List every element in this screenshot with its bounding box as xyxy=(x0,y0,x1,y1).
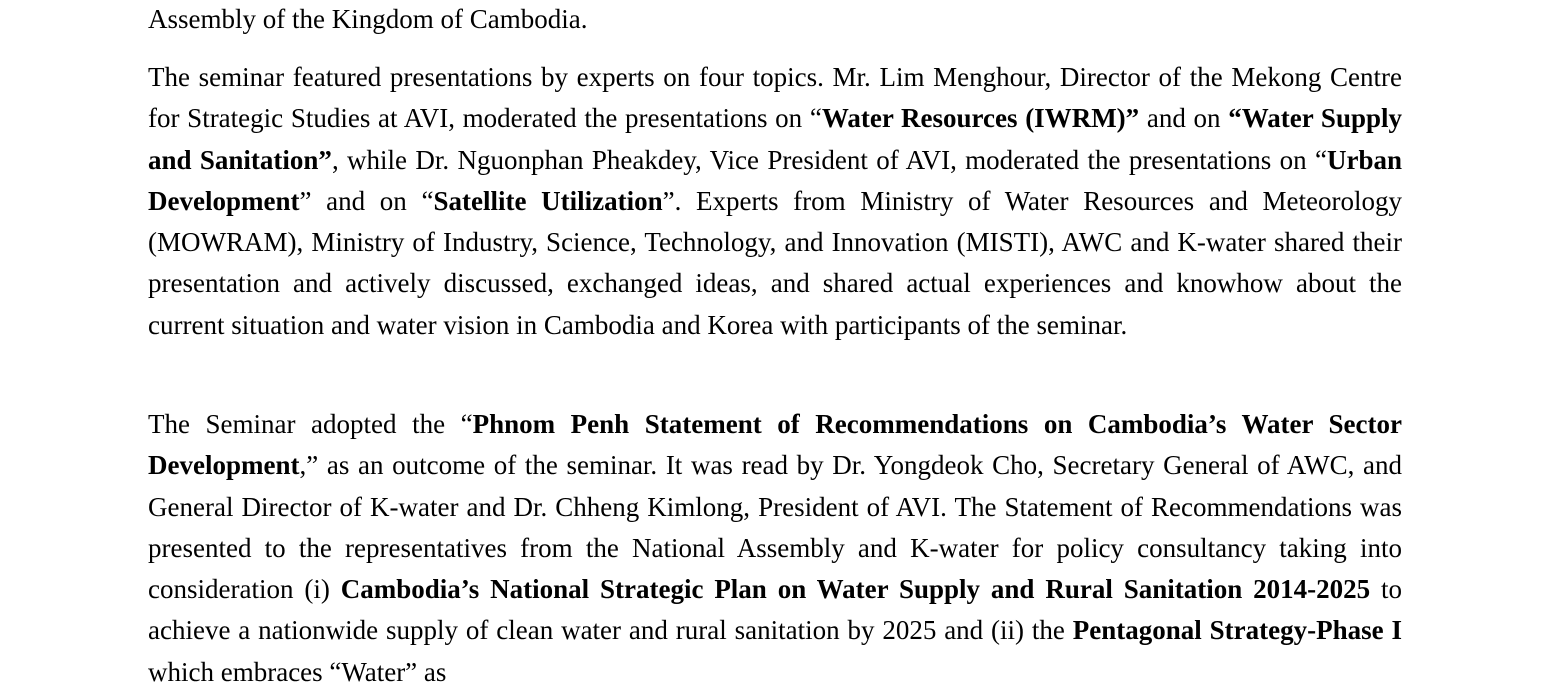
bold-run-phnom-penh-statement: Phnom Penh Statement of Recommendations on Cambodia’s Water Sector Development xyxy=(148,409,1402,481)
bold-run-urban-development: Urban Development xyxy=(148,144,1402,216)
paragraph-statement-adoption xyxy=(148,404,1402,693)
text-run: and on xyxy=(1139,103,1229,134)
text-run: , while Dr. Nguonphan Pheakdey, Vice President of AVI, moderated the presentations on “ xyxy=(331,144,1327,175)
text-run: which embraces “Water” as xyxy=(148,656,447,687)
paragraph-intro-end xyxy=(148,0,1402,40)
paragraph-seminar-presentations xyxy=(148,57,1402,346)
bold-run-satellite-utilization: Satellite Utilization xyxy=(433,185,663,216)
bold-run-water-resources: Water Resources (IWRM)” xyxy=(821,103,1140,134)
text-run: ,” as an outcome of the seminar. It was read by Dr. Yongdeok Cho, Secretary General of AWC, and General Director of K-water and Dr. Chheng Kimlong, President of AVI. The Statement of Recommendations was presented to the representatives from the National Assembly and K-water for policy consultancy taking into consideration (i) xyxy=(148,450,1402,605)
text-run: The seminar featured presentations by experts on four topics. Mr. Lim Menghour, Director of the Mekong Centre for Strategic Studies at AVI, moderated the presentations on “ xyxy=(148,62,1402,134)
text-run: ” and on “ xyxy=(299,185,434,216)
bold-run-national-strategic-plan: Cambodia’s National Strategic Plan on Water Supply and Rural Sanitation 2014-2025 xyxy=(340,574,1371,605)
bold-run-pentagonal-strategy: Pentagonal Strategy-Phase I xyxy=(1072,615,1402,646)
text-run: to achieve a nationwide supply of clean water and rural sanitation by 2025 and (ii) the xyxy=(148,574,1402,646)
text-run: Assembly of the Kingdom of Cambodia. xyxy=(148,4,588,34)
text-run: ”. Experts from Ministry of Water Resources and Meteorology (MOWRAM), Ministry of Industry, Science, Technology, and Innovation (MISTI), AWC and K-water shared their presentation and actively discussed, exchanged ideas, and shared actual experiences and knowhow about the current situation and water vision in Cambodia and Korea with participants of the seminar. xyxy=(148,185,1402,340)
text-run: The Seminar adopted the “ xyxy=(148,409,473,439)
bold-run-water-supply: “Water Supply and Sanitation” xyxy=(148,103,1402,175)
